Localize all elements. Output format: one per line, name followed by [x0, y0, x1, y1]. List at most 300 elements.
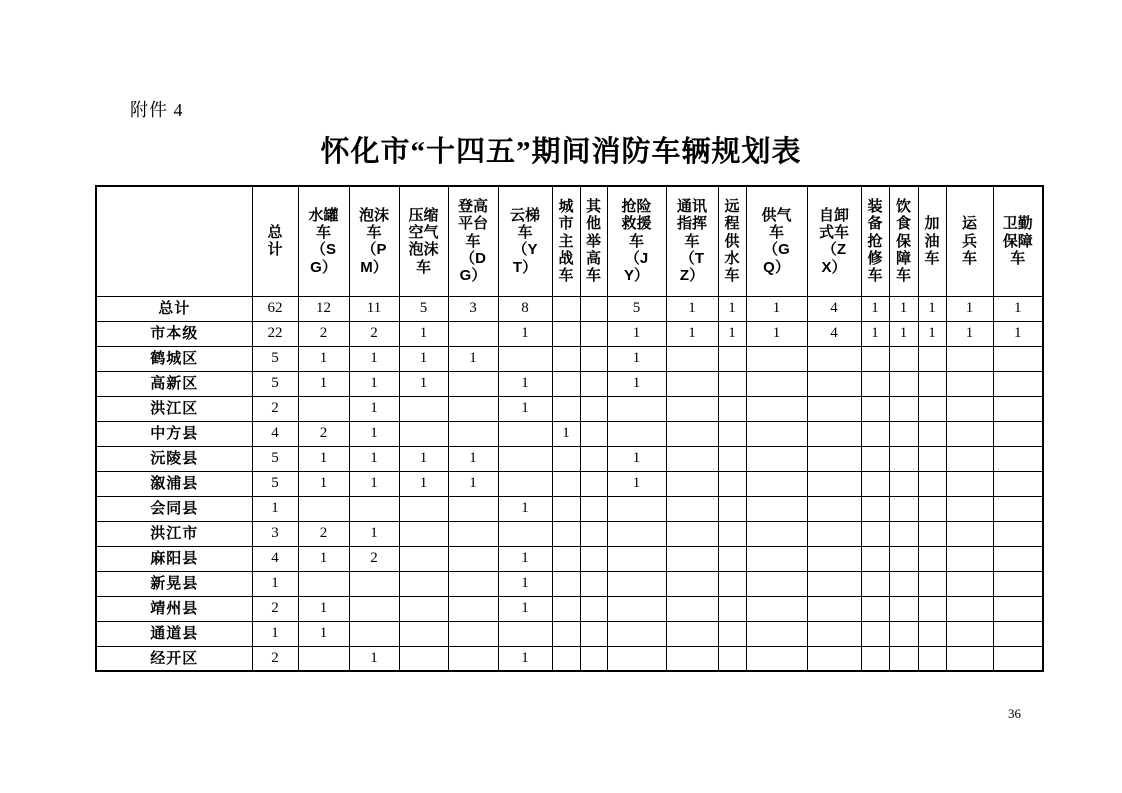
- table-cell: [607, 571, 666, 596]
- table-row: [96, 571, 1043, 596]
- table-header: [96, 186, 1043, 296]
- table-cell: 1: [718, 296, 746, 321]
- table-cell: [552, 571, 580, 596]
- table-cell: [993, 496, 1043, 521]
- table-cell: 8: [498, 296, 552, 321]
- table-cell: 5: [399, 296, 448, 321]
- table-cell: [807, 371, 861, 396]
- table-cell: [666, 521, 718, 546]
- table-cell: [889, 421, 918, 446]
- table-cell: [993, 421, 1043, 446]
- table-cell: 1: [666, 321, 718, 346]
- table-cell: [448, 396, 498, 421]
- table-cell: [399, 396, 448, 421]
- table-row: [96, 496, 1043, 521]
- table-cell: 4: [252, 546, 298, 571]
- table-cell: [889, 621, 918, 646]
- table-cell: [399, 546, 448, 571]
- table-cell: 1: [298, 596, 349, 621]
- table-cell: 5: [252, 471, 298, 496]
- table-cell: 1: [498, 571, 552, 596]
- table-cell: [498, 621, 552, 646]
- table-cell: 1: [498, 496, 552, 521]
- table-cell: [918, 496, 946, 521]
- table-cell: [807, 521, 861, 546]
- table-row: [96, 296, 1043, 321]
- table-cell: 2: [349, 321, 399, 346]
- table-cell: [807, 496, 861, 521]
- column-header: [252, 186, 298, 296]
- table-cell: [718, 646, 746, 671]
- table-cell: 1: [498, 596, 552, 621]
- table-cell: [946, 346, 993, 371]
- table-cell: [718, 471, 746, 496]
- table-cell: [552, 521, 580, 546]
- column-header-label: 总计: [267, 224, 283, 259]
- table-cell: [861, 521, 889, 546]
- table-cell: [580, 596, 607, 621]
- table-cell: [889, 521, 918, 546]
- column-header-label: 供气车（GQ）: [761, 206, 792, 276]
- table-cell: 12: [298, 296, 349, 321]
- column-header: [993, 186, 1043, 296]
- table-cell: [666, 446, 718, 471]
- table-cell: 1: [298, 446, 349, 471]
- table-cell: 11: [349, 296, 399, 321]
- table-cell: [861, 471, 889, 496]
- table-cell: [580, 571, 607, 596]
- table-cell: 1: [746, 321, 807, 346]
- table-cell: [746, 546, 807, 571]
- table-cell: [666, 546, 718, 571]
- table-cell: [746, 596, 807, 621]
- table-cell: [946, 371, 993, 396]
- table-cell: [946, 421, 993, 446]
- table-cell: [666, 471, 718, 496]
- table-cell: 2: [298, 421, 349, 446]
- table-cell: 2: [349, 546, 399, 571]
- column-header-label: 登高平台车（DG）: [457, 198, 488, 285]
- table-cell: [889, 596, 918, 621]
- table-cell: [889, 446, 918, 471]
- table-cell: 1: [918, 321, 946, 346]
- table-cell: 3: [448, 296, 498, 321]
- table-cell: 1: [918, 296, 946, 321]
- table-cell: [807, 446, 861, 471]
- table-cell: [448, 646, 498, 671]
- table-cell: [580, 421, 607, 446]
- table-cell: [746, 571, 807, 596]
- row-label: 新晃县: [96, 571, 252, 596]
- table-cell: 1: [349, 371, 399, 396]
- table-row: [96, 446, 1043, 471]
- table-cell: 62: [252, 296, 298, 321]
- column-header-label: 运兵车: [961, 215, 977, 267]
- table-cell: [946, 471, 993, 496]
- table-cell: [607, 421, 666, 446]
- row-label: 洪江区: [96, 396, 252, 421]
- table-cell: [918, 596, 946, 621]
- table-cell: [552, 296, 580, 321]
- table-cell: [607, 621, 666, 646]
- table-cell: [498, 446, 552, 471]
- table-row: [96, 471, 1043, 496]
- table-cell: 1: [399, 446, 448, 471]
- table-cell: [607, 546, 666, 571]
- table-cell: [580, 646, 607, 671]
- row-label: 总计: [96, 296, 252, 321]
- column-header-label: 压缩空气泡沫车: [408, 206, 439, 276]
- table-cell: [746, 371, 807, 396]
- table-cell: 1: [349, 646, 399, 671]
- table-cell: 1: [448, 346, 498, 371]
- table-cell: 1: [498, 646, 552, 671]
- table-cell: [946, 446, 993, 471]
- table-cell: [498, 346, 552, 371]
- table-cell: [666, 346, 718, 371]
- table-cell: [861, 421, 889, 446]
- table-cell: 3: [252, 521, 298, 546]
- table-row: [96, 521, 1043, 546]
- table-cell: [349, 596, 399, 621]
- table-cell: 1: [607, 471, 666, 496]
- table-cell: 1: [349, 346, 399, 371]
- table-cell: [666, 571, 718, 596]
- column-header: [746, 186, 807, 296]
- row-label: 麻阳县: [96, 546, 252, 571]
- table-cell: [918, 646, 946, 671]
- table-cell: [498, 521, 552, 546]
- table-cell: [918, 371, 946, 396]
- table-cell: [889, 496, 918, 521]
- table-cell: [448, 421, 498, 446]
- table-cell: [718, 496, 746, 521]
- table-cell: 1: [448, 446, 498, 471]
- column-header-label: 卫勤保障车: [1002, 215, 1033, 267]
- table-cell: [298, 496, 349, 521]
- table-cell: [580, 346, 607, 371]
- row-label: 市本级: [96, 321, 252, 346]
- table-cell: 1: [666, 296, 718, 321]
- table-cell: [448, 496, 498, 521]
- table-cell: [993, 596, 1043, 621]
- column-header: [946, 186, 993, 296]
- table-cell: [861, 596, 889, 621]
- table-cell: [993, 621, 1043, 646]
- table-cell: [807, 421, 861, 446]
- table-cell: [718, 396, 746, 421]
- table-cell: [993, 396, 1043, 421]
- table-cell: [298, 571, 349, 596]
- column-header-label: 通讯指挥车（TZ）: [676, 198, 707, 285]
- table-cell: [580, 546, 607, 571]
- column-header-label: 加油车: [924, 215, 940, 267]
- column-header: [807, 186, 861, 296]
- table-cell: [718, 371, 746, 396]
- table-cell: 1: [607, 446, 666, 471]
- table-cell: [861, 346, 889, 371]
- table-cell: [918, 421, 946, 446]
- table-cell: [889, 546, 918, 571]
- table-cell: [993, 646, 1043, 671]
- table-cell: [889, 346, 918, 371]
- table-cell: [448, 546, 498, 571]
- table-cell: 1: [718, 321, 746, 346]
- table-cell: [861, 621, 889, 646]
- table-cell: 5: [252, 371, 298, 396]
- column-header-label: 远程供水车: [724, 198, 740, 285]
- table-cell: [918, 446, 946, 471]
- table-cell: 1: [252, 496, 298, 521]
- table-cell: [993, 471, 1043, 496]
- table-cell: [666, 421, 718, 446]
- table-cell: 1: [298, 546, 349, 571]
- table-cell: [580, 371, 607, 396]
- column-header: [666, 186, 718, 296]
- table-cell: [607, 646, 666, 671]
- column-header: [349, 186, 399, 296]
- table-cell: [946, 571, 993, 596]
- table-cell: 1: [349, 446, 399, 471]
- table-cell: [552, 546, 580, 571]
- row-label: 经开区: [96, 646, 252, 671]
- column-header: [861, 186, 889, 296]
- table-cell: [807, 546, 861, 571]
- column-header: [498, 186, 552, 296]
- attachment-label: 附件 4: [130, 100, 184, 120]
- table-cell: [607, 596, 666, 621]
- table-cell: [666, 396, 718, 421]
- table-cell: 1: [889, 296, 918, 321]
- table-cell: [746, 396, 807, 421]
- column-header: [399, 186, 448, 296]
- table-cell: [580, 521, 607, 546]
- table-cell: [552, 446, 580, 471]
- table-cell: [918, 621, 946, 646]
- table-row: [96, 646, 1043, 671]
- column-header-label: 水罐车（SG）: [308, 206, 339, 276]
- table-cell: 1: [993, 321, 1043, 346]
- table-cell: 1: [993, 296, 1043, 321]
- corner-cell: [96, 186, 252, 296]
- table-row: [96, 346, 1043, 371]
- table-cell: [746, 621, 807, 646]
- table-row: [96, 546, 1043, 571]
- table-cell: [666, 621, 718, 646]
- table-cell: [349, 496, 399, 521]
- row-label: 中方县: [96, 421, 252, 446]
- table-cell: [918, 471, 946, 496]
- table-cell: [746, 446, 807, 471]
- table-cell: [807, 596, 861, 621]
- table-cell: [580, 446, 607, 471]
- table-cell: [746, 496, 807, 521]
- table-cell: 1: [349, 471, 399, 496]
- table-cell: [552, 596, 580, 621]
- table-cell: [607, 521, 666, 546]
- table-cell: 1: [399, 371, 448, 396]
- table-cell: [746, 521, 807, 546]
- table-cell: 4: [252, 421, 298, 446]
- table-cell: 1: [298, 346, 349, 371]
- table-cell: [580, 471, 607, 496]
- table-body: [96, 296, 1043, 671]
- table-cell: [718, 621, 746, 646]
- table-cell: [552, 646, 580, 671]
- table-cell: 22: [252, 321, 298, 346]
- table-cell: 1: [946, 321, 993, 346]
- table-cell: 1: [946, 296, 993, 321]
- column-header-label: 云梯车（YT）: [509, 206, 540, 276]
- table-cell: 1: [498, 371, 552, 396]
- table-cell: [448, 521, 498, 546]
- table-row: [96, 371, 1043, 396]
- table-cell: [718, 421, 746, 446]
- table-cell: 1: [349, 521, 399, 546]
- table-cell: [993, 371, 1043, 396]
- table-cell: [861, 646, 889, 671]
- table-cell: 5: [252, 346, 298, 371]
- table-cell: [448, 371, 498, 396]
- table-cell: [552, 471, 580, 496]
- table-cell: 1: [861, 321, 889, 346]
- table-cell: [746, 421, 807, 446]
- table-cell: [448, 621, 498, 646]
- table-cell: [889, 396, 918, 421]
- table-cell: 1: [399, 471, 448, 496]
- table-cell: [746, 346, 807, 371]
- table-cell: [993, 521, 1043, 546]
- table-cell: 1: [349, 421, 399, 446]
- table-cell: [298, 396, 349, 421]
- table-cell: [399, 521, 448, 546]
- table-cell: [993, 446, 1043, 471]
- header-row: [96, 186, 1043, 296]
- column-header-label: 装备抢修车: [867, 198, 883, 285]
- table-cell: [807, 621, 861, 646]
- table-cell: [552, 621, 580, 646]
- column-header: [607, 186, 666, 296]
- column-header: [552, 186, 580, 296]
- row-label: 会同县: [96, 496, 252, 521]
- table-cell: [448, 571, 498, 596]
- row-label: 洪江市: [96, 521, 252, 546]
- column-header: [580, 186, 607, 296]
- table-cell: [718, 446, 746, 471]
- table-cell: [889, 571, 918, 596]
- column-header-label: 抢险救援车（JY）: [621, 198, 652, 285]
- table-cell: [580, 396, 607, 421]
- table-cell: [718, 521, 746, 546]
- column-header: [298, 186, 349, 296]
- table-cell: [666, 596, 718, 621]
- table-cell: [399, 596, 448, 621]
- table-cell: 1: [746, 296, 807, 321]
- table-cell: 5: [252, 446, 298, 471]
- table-cell: 2: [252, 396, 298, 421]
- table-cell: [746, 646, 807, 671]
- table-cell: [349, 621, 399, 646]
- table-cell: [918, 346, 946, 371]
- table-cell: [298, 646, 349, 671]
- table-cell: 1: [298, 471, 349, 496]
- page-title: 怀化市“十四五”期间消防车辆规划表: [320, 136, 802, 168]
- table-cell: [666, 646, 718, 671]
- table-cell: [807, 571, 861, 596]
- table-cell: [552, 396, 580, 421]
- table-row: [96, 396, 1043, 421]
- table-cell: [399, 421, 448, 446]
- table-cell: 1: [498, 546, 552, 571]
- table-cell: [666, 496, 718, 521]
- table-cell: [946, 621, 993, 646]
- table-cell: [946, 521, 993, 546]
- table-cell: 1: [607, 321, 666, 346]
- table-cell: [580, 296, 607, 321]
- table-cell: [946, 396, 993, 421]
- table-cell: [918, 396, 946, 421]
- table-cell: [718, 596, 746, 621]
- table-cell: [946, 546, 993, 571]
- table-cell: 1: [861, 296, 889, 321]
- column-header-label: 城市主战车: [558, 198, 574, 285]
- table-cell: 2: [298, 521, 349, 546]
- table-cell: 1: [889, 321, 918, 346]
- table-cell: [399, 621, 448, 646]
- table-cell: [498, 421, 552, 446]
- table-cell: [918, 546, 946, 571]
- table-row: [96, 421, 1043, 446]
- table-cell: 1: [448, 471, 498, 496]
- table-cell: 5: [607, 296, 666, 321]
- table-cell: [399, 571, 448, 596]
- table-cell: [861, 496, 889, 521]
- page-number: 36: [1008, 706, 1021, 721]
- table-cell: 1: [298, 621, 349, 646]
- table-row: [96, 321, 1043, 346]
- table-cell: [349, 571, 399, 596]
- table-cell: 1: [607, 346, 666, 371]
- column-header-label: 泡沫车（PM）: [358, 206, 389, 276]
- table-cell: 1: [252, 621, 298, 646]
- column-header: [718, 186, 746, 296]
- table-cell: [807, 346, 861, 371]
- table-cell: [918, 571, 946, 596]
- table-cell: 1: [349, 396, 399, 421]
- row-label: 靖州县: [96, 596, 252, 621]
- table-cell: [889, 471, 918, 496]
- table-cell: 1: [399, 346, 448, 371]
- table-cell: [861, 571, 889, 596]
- table-cell: [718, 346, 746, 371]
- table-cell: [666, 371, 718, 396]
- table-cell: 1: [399, 321, 448, 346]
- table-cell: 1: [498, 321, 552, 346]
- table-cell: [889, 371, 918, 396]
- table-cell: [807, 646, 861, 671]
- table-cell: [607, 396, 666, 421]
- table-cell: [946, 496, 993, 521]
- table-cell: [889, 646, 918, 671]
- table-row: [96, 596, 1043, 621]
- row-label: 高新区: [96, 371, 252, 396]
- column-header: [918, 186, 946, 296]
- table-cell: 1: [252, 571, 298, 596]
- row-label: 通道县: [96, 621, 252, 646]
- table-cell: [918, 521, 946, 546]
- table-cell: [552, 321, 580, 346]
- table-cell: [861, 446, 889, 471]
